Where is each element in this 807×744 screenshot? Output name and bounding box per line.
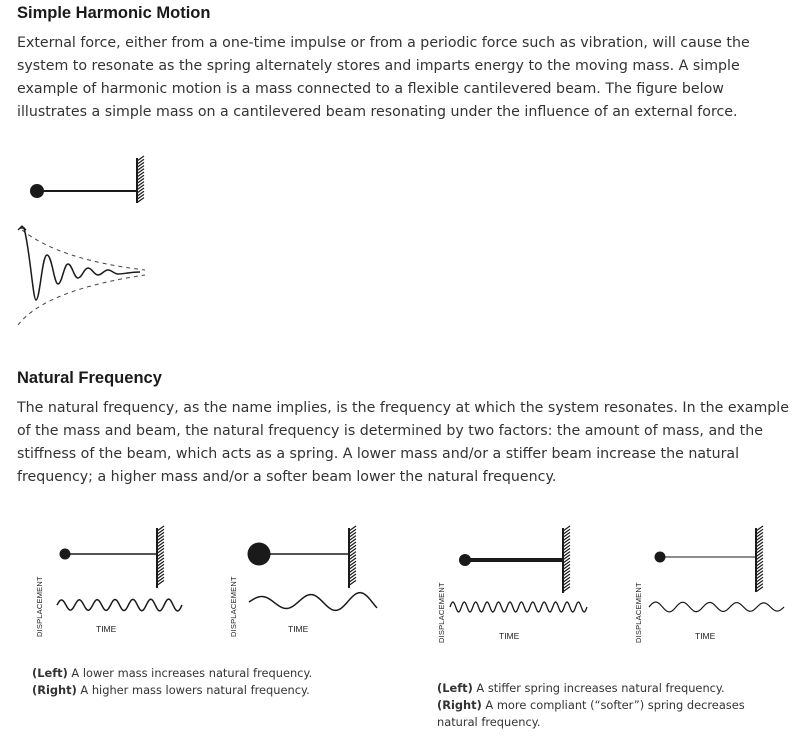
caption-spring-left <box>437 680 772 697</box>
heading-natural-frequency: Natural Frequency <box>17 369 162 387</box>
heading-simple-harmonic-motion: Simple Harmonic Motion <box>17 4 211 22</box>
caption-spring <box>437 680 772 731</box>
cantilever-wall <box>157 526 164 588</box>
mass-ball <box>60 549 71 560</box>
x-axis-label: TIME <box>96 624 117 634</box>
caption-tag: (Right) <box>32 683 77 697</box>
paragraph-simple-harmonic-motion: External force, either from a one-time impulse or from a periodic force such as vibration, will cause the system to resonate as the spring alternately stores and imparts energy to the moving mass. A simple example of harmonic motion is a mass connected to a flexible cantilevered beam. The figure below illustrates a simple mass on a cantilevered beam resonating under the influence of an external force. <box>17 35 750 120</box>
damped-oscillation-figure <box>0 150 200 335</box>
caption-text: A higher mass lowers natural frequency. <box>76 683 310 697</box>
x-axis-label: TIME <box>695 631 716 641</box>
cantilever-wall <box>349 526 356 588</box>
diagram-stiff-spring <box>430 520 605 650</box>
cantilever-wall <box>137 156 144 203</box>
paragraph-natural-frequency: The natural frequency, as the name implies, is the frequency at which the system resonates. In the example of the mass and beam, the natural frequency is determined by two factors: the amount of mass, and the stiffness of the beam, which acts as a spring. A lower mass and/or a stiffer beam increase the natural frequency; a higher mass and/or a softer beam lower the natural frequency. <box>17 400 789 485</box>
decay-envelope-upper <box>22 230 145 270</box>
x-axis-label: TIME <box>288 624 309 634</box>
displacement-wave <box>649 602 784 612</box>
diagram-soft-spring <box>627 520 805 650</box>
caption-text: A stiffer spring increases natural frequency. <box>472 681 725 695</box>
displacement-wave <box>57 599 182 611</box>
cantilever-wall <box>756 526 763 592</box>
caption-spring-right <box>437 697 772 731</box>
displacement-wave <box>249 593 377 611</box>
cantilever-wall <box>563 526 570 593</box>
mass-ball <box>459 554 471 566</box>
caption-text: A lower mass increases natural frequency. <box>67 666 313 680</box>
caption-tag: (Left) <box>437 681 473 695</box>
y-axis-label: DISPLACEMENT <box>229 576 238 637</box>
diagram-high-mass <box>222 520 392 645</box>
diagram-low-mass <box>30 520 200 645</box>
mass-ball <box>248 543 271 566</box>
y-axis-label: DISPLACEMENT <box>634 582 643 643</box>
caption-tag: (Left) <box>32 666 68 680</box>
mass-ball <box>30 184 44 198</box>
caption-mass <box>32 665 392 699</box>
caption-tag: (Right) <box>437 698 482 712</box>
x-axis-label: TIME <box>499 631 520 641</box>
displacement-wave <box>450 602 587 612</box>
caption-text: A more compliant (“softer”) spring decreases natural frequency. <box>437 698 745 729</box>
y-axis-label: DISPLACEMENT <box>437 582 446 643</box>
caption-mass-left <box>32 665 392 682</box>
y-axis-label: DISPLACEMENT <box>35 576 44 637</box>
caption-mass-right <box>32 682 392 699</box>
mass-ball <box>655 552 666 563</box>
